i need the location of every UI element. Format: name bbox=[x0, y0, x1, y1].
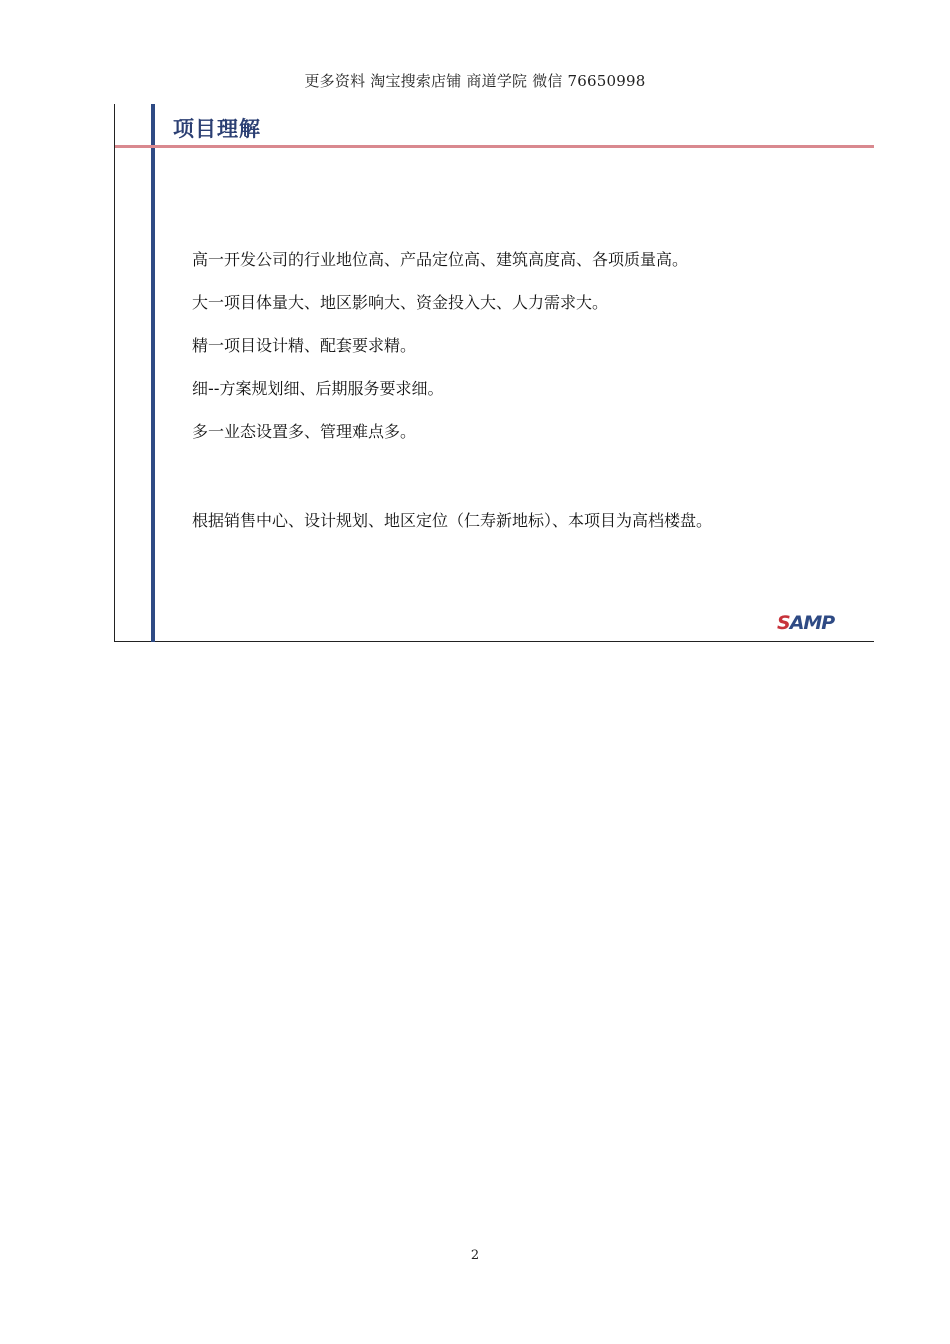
point-jing: 精一项目设计精、配套要求精。 bbox=[192, 336, 417, 355]
slide-points bbox=[192, 250, 852, 465]
slide-side-bar bbox=[151, 104, 155, 642]
logo-letter-s: S bbox=[777, 612, 790, 634]
logo-letters: AMP bbox=[789, 612, 835, 634]
slide-title: 项目理解 bbox=[173, 117, 261, 141]
slide-title-rule bbox=[115, 145, 874, 148]
point-gao: 高一开发公司的行业地位高、产品定位高、建筑高度高、各项质量高。 bbox=[192, 250, 689, 269]
page-header: 更多资料 淘宝搜索店铺 商道学院 微信 76650998 bbox=[304, 72, 646, 90]
point-duo: 多一业态设置多、管理难点多。 bbox=[192, 422, 417, 441]
slide bbox=[114, 104, 874, 642]
slide-conclusion: 根据销售中心、设计规划、地区定位（仁寿新地标）、本项目为高档楼盘。 bbox=[192, 511, 713, 530]
point-xi: 细--方案规划细、后期服务要求细。 bbox=[192, 379, 444, 398]
samp-logo bbox=[777, 612, 834, 634]
point-da: 大一项目体量大、地区影响大、资金投入大、人力需求大。 bbox=[192, 293, 609, 312]
page-number: 2 bbox=[470, 1248, 480, 1263]
